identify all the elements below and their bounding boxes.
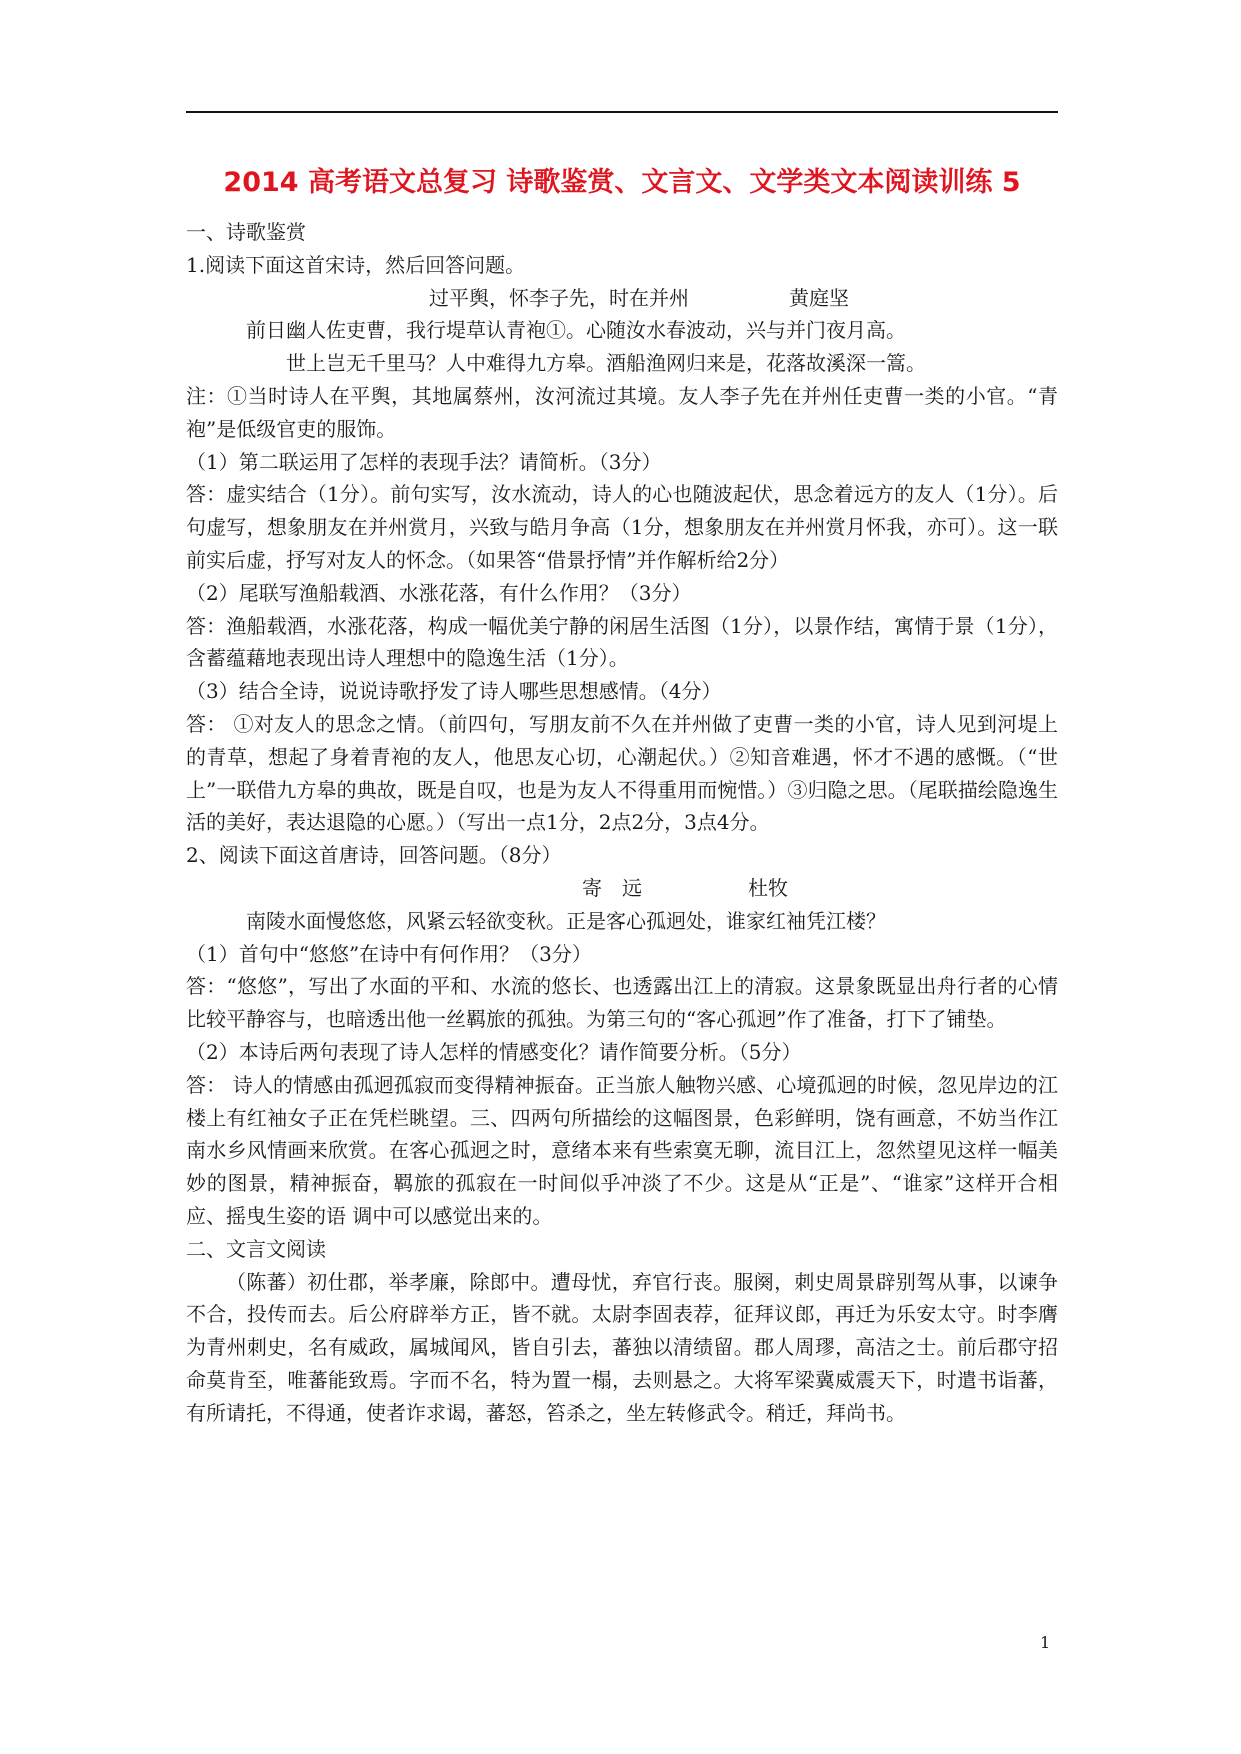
answer-1-3: 答： ①对友人的思念之情。（前四句，写朋友前不久在并州做了吏曹一类的小官，诗人见到河堤上的青草，想起了身着青袍的友人，他思友心切，心潮起伏。）②知音难遇，怀才不遇的感慨。（“世上”一联借九方皋的典故，既是自叹，也是为友人不得重用而惋惜。）③归隐之思。（尾联描绘隐逸生活的美好，表达退隐的心愿。）（写出一点1分，2点2分，3点4分。: [186, 711, 1058, 835]
page-number: 1: [1040, 1633, 1051, 1652]
poem-1-note: 注：①当时诗人在平舆，其地属蔡州，汝河流过其境。友人李子先在并州任吏曹一类的小官。“青袍”是低级官吏的服饰。: [186, 383, 1058, 441]
answer-2-1: 答：“悠悠”，写出了水面的平和、水流的悠长、也透露出江上的清寂。这景象既显出舟行者的心情比较平静容与，也暗透出他一丝羁旅的孤独。为第三句的“客心孤迥”作了准备，打下了铺垫。: [186, 974, 1058, 1032]
document-title: 2014 高考语文总复习 诗歌鉴赏、文言文、文学类文本阅读训练 5: [223, 167, 1021, 198]
question-1-3: （3）结合全诗，说说诗歌抒发了诗人哪些思想感情。（4分）: [186, 679, 722, 704]
poem-1-title: 过平舆，怀李子先，时在并州: [429, 285, 689, 310]
answer-1-2: 答：渔船载酒，水涨花落，构成一幅优美宁静的闲居生活图（1分），以景作结，寓情于景（1分），含蓄蕴藉地表现出诗人理想中的隐逸生活（1分）。: [186, 613, 1058, 671]
question-2-1: （1）首句中“悠悠”在诗中有何作用？（3分）: [186, 941, 592, 966]
poem-1-line-1: 前日幽人佐吏曹，我行堤草认青袍①。心随汝水春波动，兴与并门夜月高。: [246, 318, 906, 343]
header-rule: [186, 111, 1058, 113]
section-heading-classical: 二、文言文阅读: [186, 1236, 326, 1261]
poem-2-header: [186, 872, 1058, 905]
question-1-1: （1）第二联运用了怎样的表现手法？请简析。（3分）: [186, 449, 662, 474]
question-1-intro: 1.阅读下面这首宋诗，然后回答问题。: [186, 252, 526, 277]
question-2-intro: 2、阅读下面这首唐诗，回答问题。（8分）: [186, 843, 562, 868]
question-1-2: （2）尾联写渔船载酒、水涨花落，有什么作用？（3分）: [186, 580, 692, 605]
question-2-2: （2）本诗后两句表现了诗人怎样的情感变化？请作简要分析。（5分）: [186, 1039, 802, 1064]
poem-1-line-2: 世上岂无千里马？人中难得九方皋。酒船渔网归来是，花落故溪深一篙。: [286, 351, 926, 376]
answer-2-2: 答： 诗人的情感由孤迥孤寂而变得精神振奋。正当旅人触物兴感、心境孤迥的时候，忽见岸边的江楼上有红袖女子正在凭栏眺望。三、四两句所描绘的这幅图景，色彩鲜明，饶有画意，不妨当作江南水乡风情画来欣赏。在客心孤迥之时，意绪本来有些索寞无聊，流目江上，忽然望见这样一幅美妙的图景，精神振奋，羁旅的孤寂在一时间似乎冲淡了不少。这是从“正是”、“谁家”这样开合相应、摇曳生姿的语 调中可以感觉出来的。: [186, 1072, 1058, 1228]
poem-1-header: [186, 282, 1058, 315]
poem-2-title: 寄 远: [582, 875, 642, 900]
poem-1-author: 黄庭坚: [789, 285, 849, 310]
document-body: [186, 216, 1058, 1429]
answer-1-1: 答：虚实结合（1分）。前句实写，汝水流动，诗人的心也随波起伏，思念着远方的友人（1分）。后句虚写，想象朋友在并州赏月，兴致与皓月争高（1分，想象朋友在并州赏月怀我，亦可）。这一联前实后虚，抒写对友人的怀念。（如果答“借景抒情”并作解析给2分）: [186, 482, 1058, 572]
poem-2-line: 南陵水面慢悠悠，风紧云轻欲变秋。正是客心孤迥处，谁家红袖凭江楼？: [246, 908, 886, 933]
classical-passage: （陈蕃）初仕郡，举孝廉，除郎中。遭母忧，弃官行丧。服阕，刺史周景辟别驾从事，以谏争不合，投传而去。后公府辟举方正，皆不就。太尉李固表荐，征拜议郎，再迁为乐安太守。时李膺为青州刺史，名有威政，属城闻风，皆自引去，蕃独以清绩留。郡人周璆，高洁之士。前后郡守招命莫肯至，唯蕃能致焉。字而不名，特为置一榻，去则悬之。大将军梁冀威震天下，时遣书诣蕃，有所请托，不得通，使者诈求谒，蕃怒，笞杀之，坐左转修武令。稍迁，拜尚书。: [186, 1269, 1058, 1425]
poem-2-author: 杜牧: [748, 875, 788, 900]
section-heading-poetry: 一、诗歌鉴赏: [186, 220, 306, 244]
